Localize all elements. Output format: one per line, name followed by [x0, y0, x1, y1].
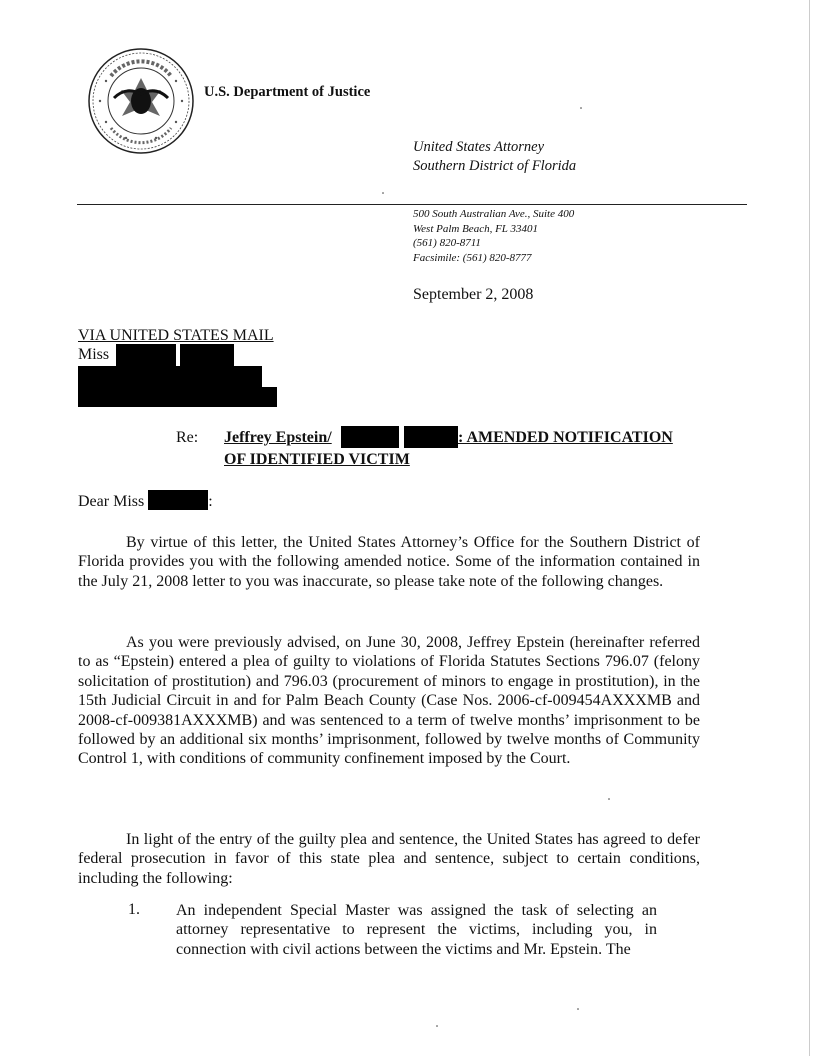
doj-seal-icon: [86, 46, 196, 156]
address-line-2: West Palm Beach, FL 33401: [413, 222, 538, 235]
redaction-block: [78, 366, 262, 387]
delivery-method: VIA UNITED STATES MAIL: [78, 327, 274, 344]
body-paragraph-2: As you were previously advised, on June 30, 2008, Jeffrey Epstein (hereinafter referred to as “Epstein) entered a plea of guilty to violations of Florida Statutes Sections 796.07 (felony solicitation of prostitution) and 796.03 (procurement of minors to engage in prostitution), in the 15th Judicial Circuit in and for Palm Beach County (Case Nos. 2006-cf-009454AXXXMB and 2008-cf-009381AXXXMB) and was sentenced to a term of twelve months’ imprisonment to be followed by an additional six months’ imprisonment, followed by twelve months of Community Control 1, with conditions of community confinement imposed by the Court.: [78, 634, 700, 768]
address-line-3: (561) 820-8711: [413, 237, 481, 249]
body-paragraph-3: In light of the entry of the guilty plea and sentence, the United States has agreed to defer federal prosecution in favor of this state plea and sentence, subject to certain conditions, including the following:: [78, 831, 700, 887]
address-line-4: Facsimile: (561) 820-8777: [413, 251, 532, 264]
recipient-prefix: Miss: [78, 346, 110, 363]
salutation-prefix: Dear Miss: [78, 493, 145, 510]
page-edge: [809, 0, 810, 1056]
header-divider: [77, 204, 747, 205]
salutation-suffix: :: [208, 493, 213, 510]
scan-speck: [580, 107, 582, 109]
re-subject-line-2: OF IDENTIFIED VICTIM: [224, 451, 410, 468]
scan-speck: [608, 798, 610, 800]
scan-speck: [382, 192, 384, 194]
agency-name: U.S. Department of Justice: [204, 84, 371, 100]
list-item-text: An independent Special Master was assigned the task of selecting an attorney representative to represent the victims, including you, in connection with civil actions between the victims and Mr. Epstein. The: [176, 902, 657, 958]
re-label: Re:: [176, 429, 199, 446]
address-line-1: 500 South Australian Ave., Suite 400: [413, 208, 575, 220]
office-block: [413, 138, 576, 176]
office-line-2: Southern District of Florida: [413, 158, 577, 174]
redaction-block: [180, 344, 234, 366]
salutation: [78, 490, 213, 511]
redaction-block: [116, 344, 176, 366]
re-subject-part-1: Jeffrey Epstein/: [224, 429, 332, 446]
redaction-block: [341, 426, 399, 448]
re-subject-part-2: : AMENDED NOTIFICATION: [458, 429, 673, 446]
address-block: [413, 207, 574, 265]
list-item-number: 1.: [128, 901, 140, 918]
redaction-block: [148, 490, 208, 510]
redaction-block: [78, 387, 277, 407]
scan-speck: [436, 1025, 438, 1027]
scan-speck: [577, 1008, 579, 1010]
body-paragraph-1: By virtue of this letter, the United States Attorney’s Office for the Southern District of Florida provides you with the following amended notice. Some of the information contained in the July 21, 2008 letter to you was inaccurate, so please take note of the following changes.: [78, 534, 700, 590]
redaction-block: [404, 426, 458, 448]
office-line-1: United States Attorney: [413, 139, 545, 155]
letter-date: September 2, 2008: [413, 286, 534, 303]
